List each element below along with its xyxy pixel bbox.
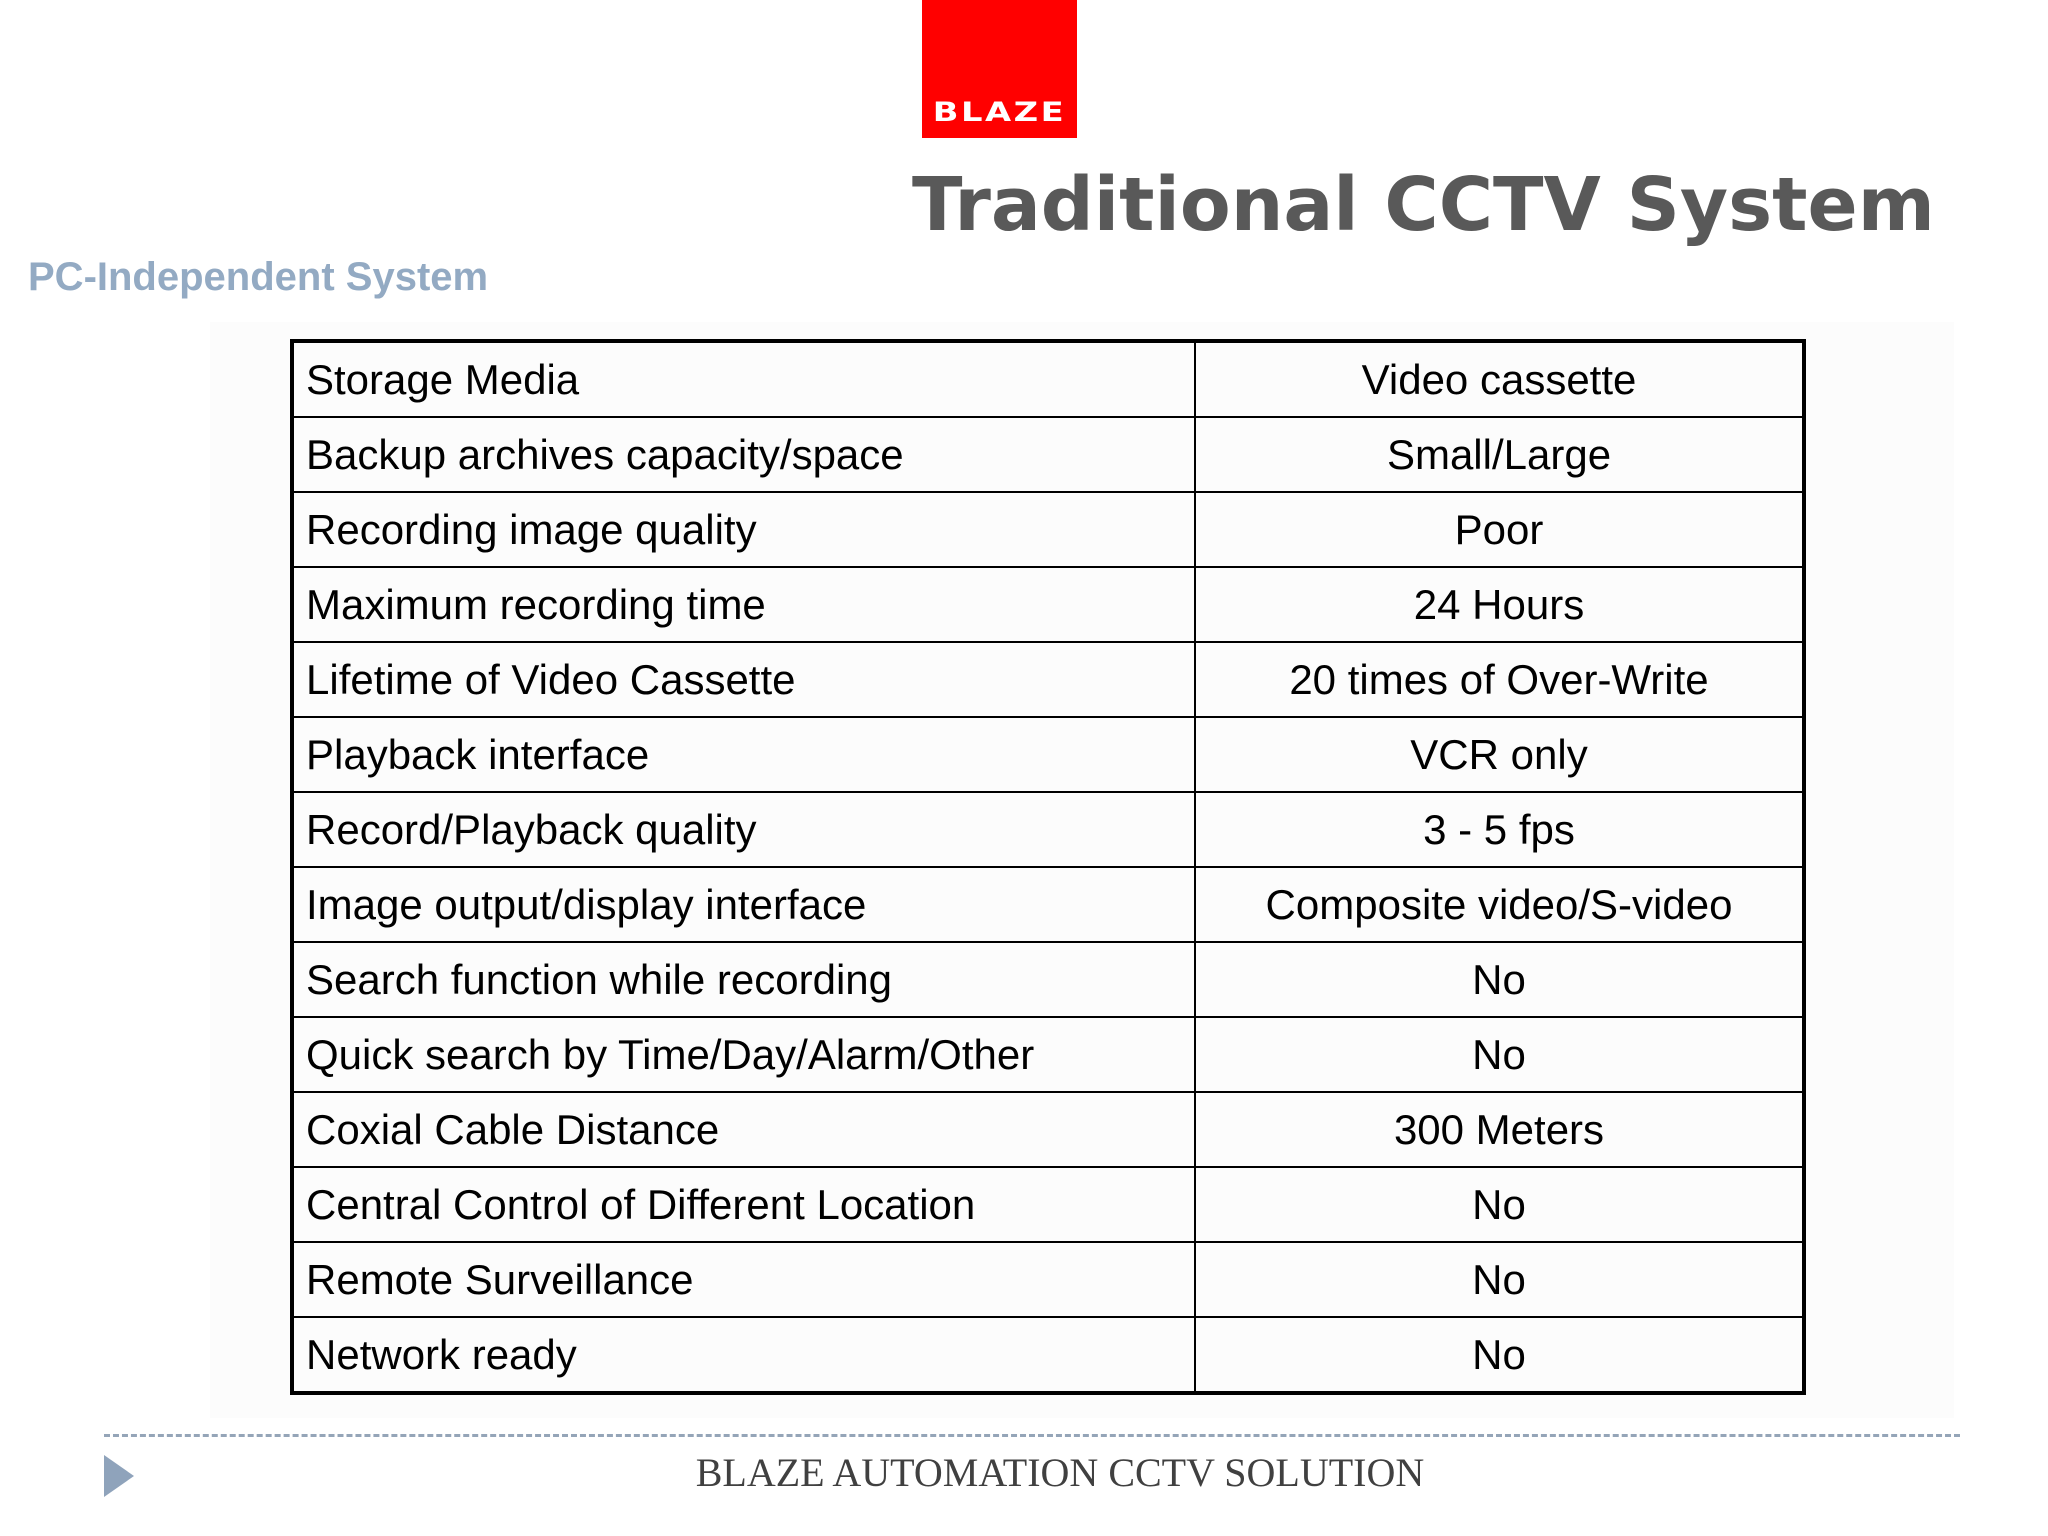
row-label: Search function while recording bbox=[292, 942, 1195, 1017]
footer-text: BLAZE AUTOMATION CCTV SOLUTION bbox=[695, 1450, 1425, 1495]
row-label: Remote Surveillance bbox=[292, 1242, 1195, 1317]
row-value: No bbox=[1195, 1317, 1804, 1393]
row-value: No bbox=[1195, 1167, 1804, 1242]
logo-text: BLAZE bbox=[932, 97, 1067, 128]
row-value: VCR only bbox=[1195, 717, 1804, 792]
row-value: No bbox=[1195, 942, 1804, 1017]
row-value: Poor bbox=[1195, 492, 1804, 567]
row-label: Playback interface bbox=[292, 717, 1195, 792]
row-label: Network ready bbox=[292, 1317, 1195, 1393]
row-value: 300 Meters bbox=[1195, 1092, 1804, 1167]
table-row bbox=[292, 717, 1804, 792]
table-row bbox=[292, 792, 1804, 867]
row-label: Lifetime of Video Cassette bbox=[292, 642, 1195, 717]
row-value: 20 times of Over-Write bbox=[1195, 642, 1804, 717]
blaze-logo bbox=[922, 0, 1077, 138]
table-row bbox=[292, 642, 1804, 717]
row-label: Coxial Cable Distance bbox=[292, 1092, 1195, 1167]
table-row bbox=[292, 1017, 1804, 1092]
row-value: 24 Hours bbox=[1195, 567, 1804, 642]
table-row bbox=[292, 1092, 1804, 1167]
row-value: Video cassette bbox=[1195, 341, 1804, 417]
slide-title: Traditional CCTV System bbox=[912, 162, 1935, 248]
table-row bbox=[292, 567, 1804, 642]
table-row bbox=[292, 1317, 1804, 1393]
comparison-table bbox=[290, 339, 1806, 1395]
row-label: Image output/display interface bbox=[292, 867, 1195, 942]
row-label: Recording image quality bbox=[292, 492, 1195, 567]
table-row bbox=[292, 341, 1804, 417]
slide-subtitle: PC-Independent System bbox=[28, 255, 489, 299]
table-row bbox=[292, 417, 1804, 492]
row-label: Maximum recording time bbox=[292, 567, 1195, 642]
row-value: Small/Large bbox=[1195, 417, 1804, 492]
row-label: Storage Media bbox=[292, 341, 1195, 417]
row-value: 3 - 5 fps bbox=[1195, 792, 1804, 867]
table-row bbox=[292, 1242, 1804, 1317]
footer-divider bbox=[104, 1434, 1960, 1437]
row-label: Central Control of Different Location bbox=[292, 1167, 1195, 1242]
row-value: No bbox=[1195, 1017, 1804, 1092]
row-label: Record/Playback quality bbox=[292, 792, 1195, 867]
row-value: Composite video/S-video bbox=[1195, 867, 1804, 942]
table-row bbox=[292, 867, 1804, 942]
table-row bbox=[292, 1167, 1804, 1242]
table-row bbox=[292, 492, 1804, 567]
row-value: No bbox=[1195, 1242, 1804, 1317]
row-label: Backup archives capacity/space bbox=[292, 417, 1195, 492]
row-label: Quick search by Time/Day/Alarm/Other bbox=[292, 1017, 1195, 1092]
table-row bbox=[292, 942, 1804, 1017]
